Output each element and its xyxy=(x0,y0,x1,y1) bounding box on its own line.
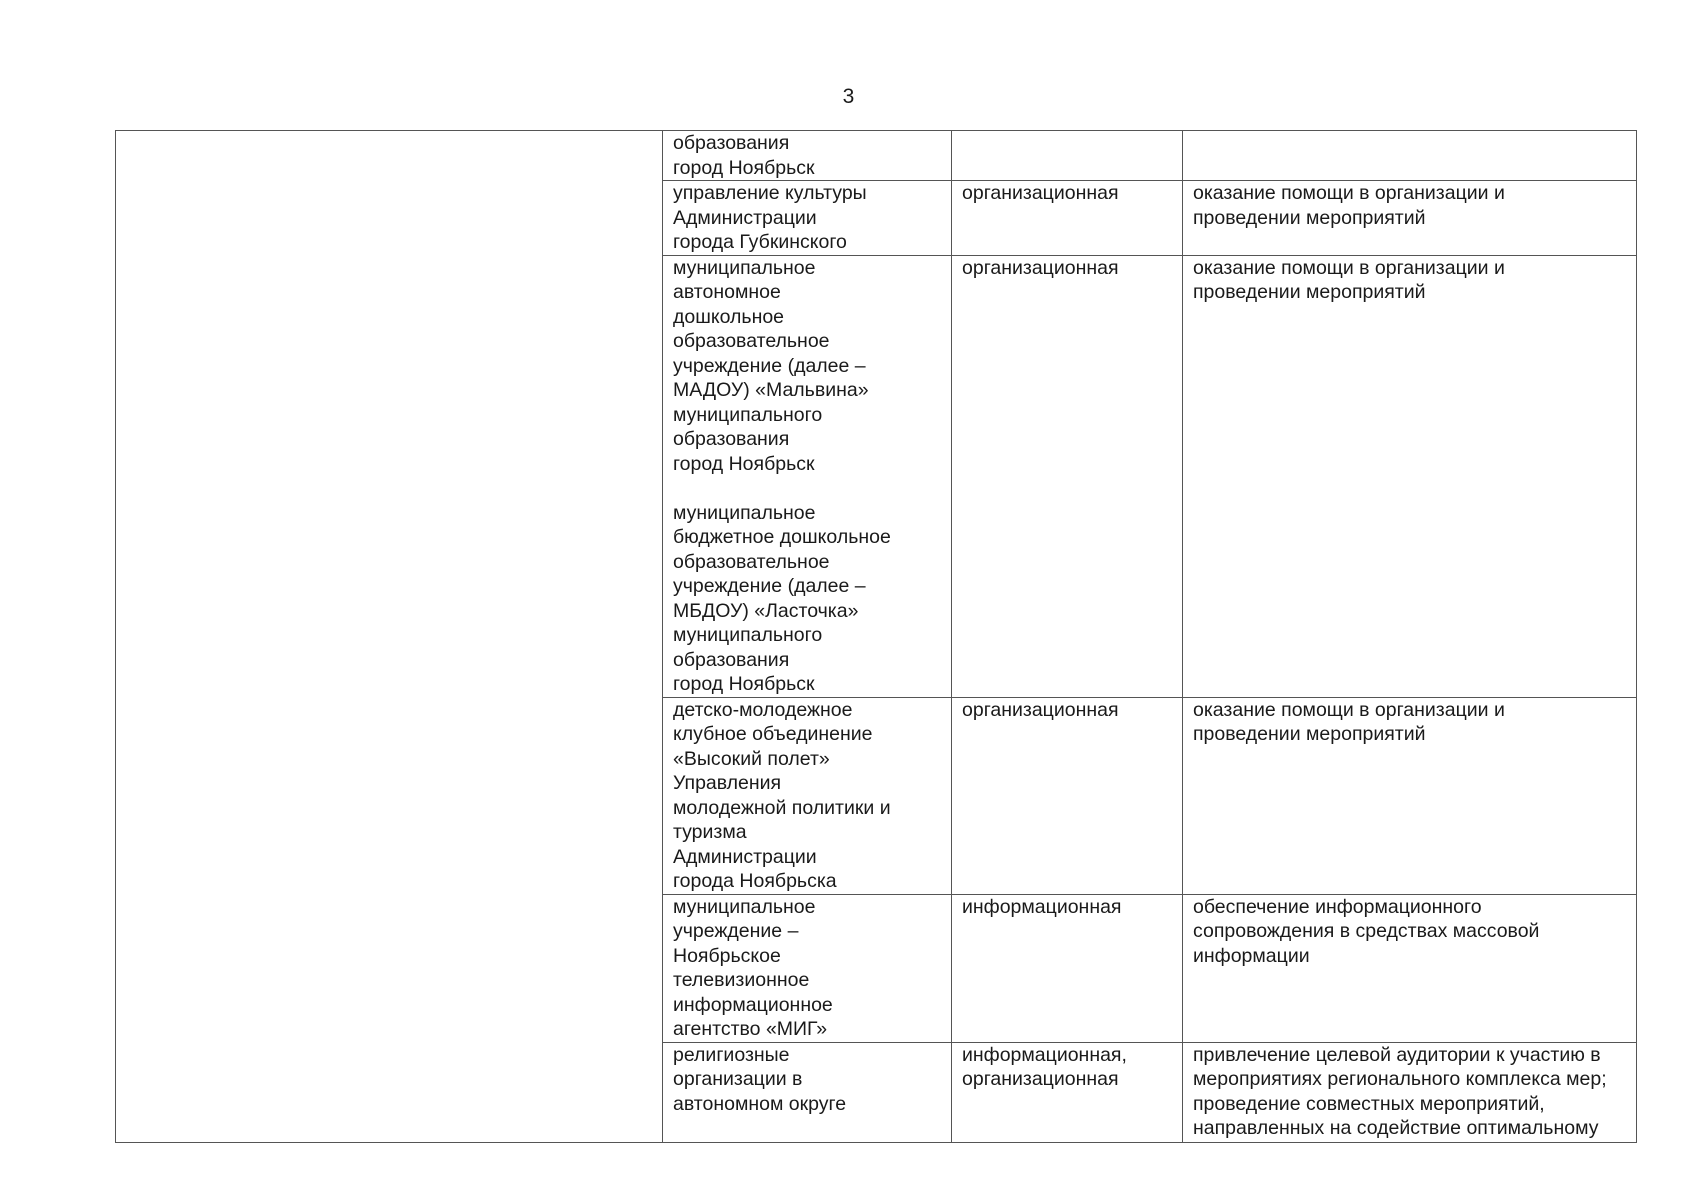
description-cell: привлечение целевой аудитории к участию в мероприятиях регионального комплекса мер; проведение совместных мероприятий, направленных на содействие оптимальному xyxy=(1183,1042,1637,1142)
organization-cell: образования город Ноябрьск xyxy=(663,131,952,181)
organization-cell: религиозные организации в автономном округе xyxy=(663,1042,952,1142)
table-row xyxy=(116,131,1637,181)
organization-cell: управление культуры Администрации города Губкинского xyxy=(663,181,952,256)
organization-cell: муниципальное учреждение – Ноябрьское телевизионное информационное агентство «МИГ» xyxy=(663,894,952,1042)
support-type-cell: организационная xyxy=(952,181,1183,256)
empty-cell xyxy=(116,131,663,1143)
support-type-cell: информационная, организационная xyxy=(952,1042,1183,1142)
organization-cell: детско-молодежное клубное объединение «Высокий полет» Управления молодежной политики и туризма Администрации города Ноябрьска xyxy=(663,697,952,894)
support-type-cell: информационная xyxy=(952,894,1183,1042)
support-type-cell: организационная xyxy=(952,697,1183,894)
page-number: 3 xyxy=(842,85,855,108)
description-cell: обеспечение информационного сопровождения в средствах массовой информации xyxy=(1183,894,1637,1042)
cooperation-table xyxy=(115,130,1637,1143)
support-type-cell: организационная xyxy=(952,255,1183,697)
support-type-cell xyxy=(952,131,1183,181)
description-cell: оказание помощи в организации и проведении мероприятий xyxy=(1183,697,1637,894)
description-cell: оказание помощи в организации и проведении мероприятий xyxy=(1183,181,1637,256)
organization-cell: муниципальное автономное дошкольное образовательное учреждение (далее – МАДОУ) «Мальвина» муниципального образования город Ноябрьск муниципальное бюджетное дошкольное образовательное учреждение (далее – МБДОУ) «Ласточка» муниципального образования город Ноябрьск xyxy=(663,255,952,697)
description-cell: оказание помощи в организации и проведении мероприятий xyxy=(1183,255,1637,697)
description-cell xyxy=(1183,131,1637,181)
